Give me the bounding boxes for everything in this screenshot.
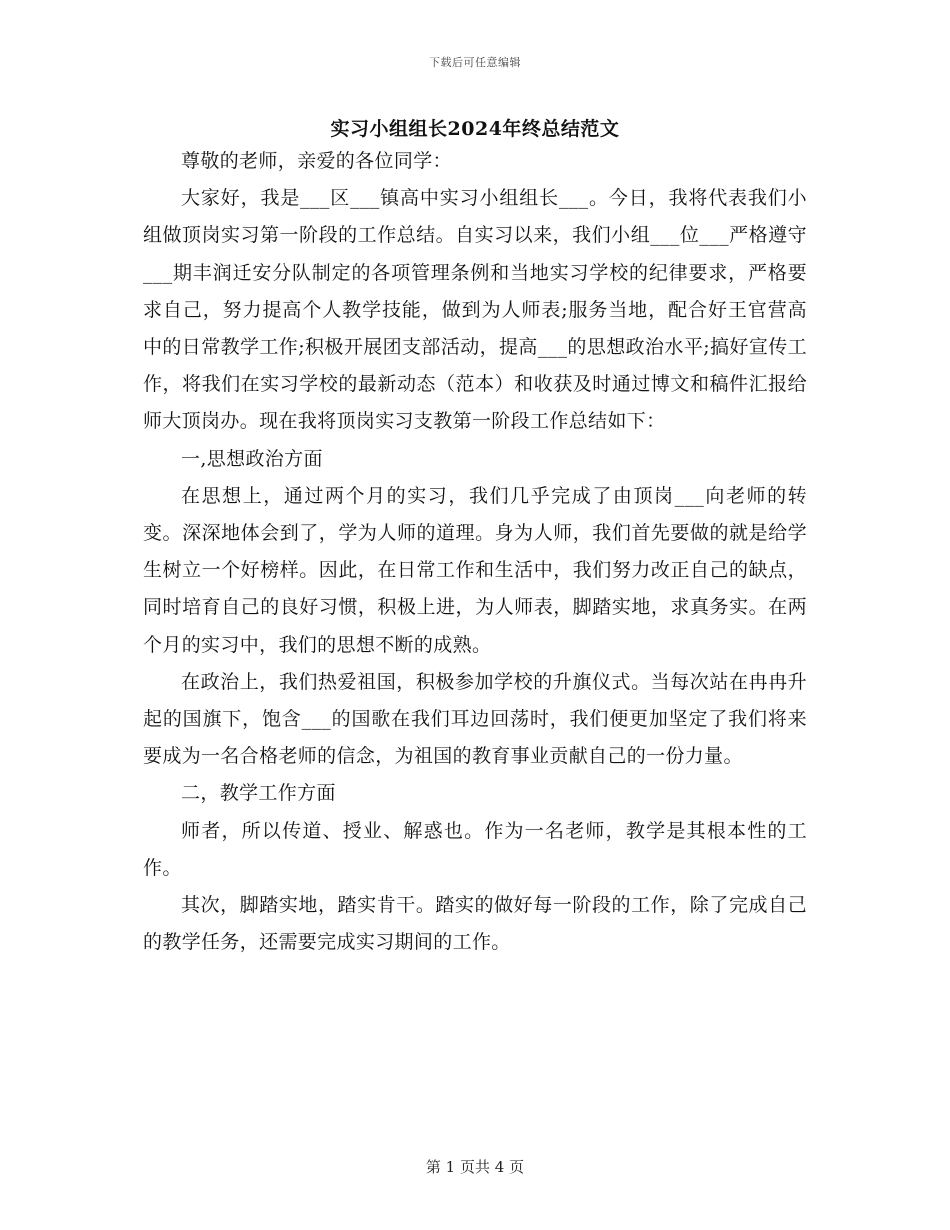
body-paragraph: 大家好，我是___区___镇高中实习小组组长___。今日，我将代表我们小组做顶岗实习第一阶段的工作总结。自实习以来，我们小组___位___严格遵守___期丰润迁安分队制定的各项管理条例和当地实习学校的纪律要求，严格要求自己，努力提高个人教学技能，做到为人师表;服务当地，配合好王官营高中的日常教学工作;积极开展团支部活动，提高___的思想政治水平;搞好宣传工作，将我们在实习学校的最新动态（范本）和收获及时通过博文和稿件汇报给师大顶岗办。现在我将顶岗实习支教第一阶段工作总结如下： bbox=[143, 187, 807, 433]
body-paragraph: 其次，脚踏实地，踏实肯干。踏实的做好每一阶段的工作，除了完成自己的教学任务，还需要完成实习期间的工作。 bbox=[143, 894, 807, 954]
body-paragraph: 师者，所以传道、授业、解惑也。作为一名老师，教学是其根本性的工作。 bbox=[143, 819, 807, 879]
body-paragraph: 在政治上，我们热爱祖国，积极参加学校的升旗仪式。当每次站在冉冉升起的国旗下，饱含___的国歌在我们耳边回荡时，我们便更加坚定了我们将来要成为一名合格老师的信念，为祖国的教育事业贡献自己的一份力量。 bbox=[143, 670, 807, 768]
document-body bbox=[143, 143, 807, 961]
header-note: 下载后可任意编辑 bbox=[429, 56, 521, 69]
body-paragraph: 在思想上，通过两个月的实习，我们几乎完成了由顶岗___向老师的转变。深深地体会到了，学为人师的道理。身为人师，我们首先要做的就是给学生树立一个好榜样。因此，在日常工作和生活中，我们努力改正自己的缺点，同时培育自己的良好习惯，积极上进，为人师表，脚踏实地，求真务实。在两个月的实习中，我们的思想不断的成熟。 bbox=[143, 484, 807, 656]
section-heading: 一,思想政治方面 bbox=[181, 447, 323, 470]
page-number: 第 1 页共 4 页 bbox=[425, 1158, 525, 1176]
greeting-paragraph: 尊敬的老师，亲爱的各位同学： bbox=[181, 150, 452, 172]
document-title: 实习小组组长2024年终总结范文 bbox=[330, 118, 620, 140]
section-heading: 二，教学工作方面 bbox=[181, 782, 336, 805]
